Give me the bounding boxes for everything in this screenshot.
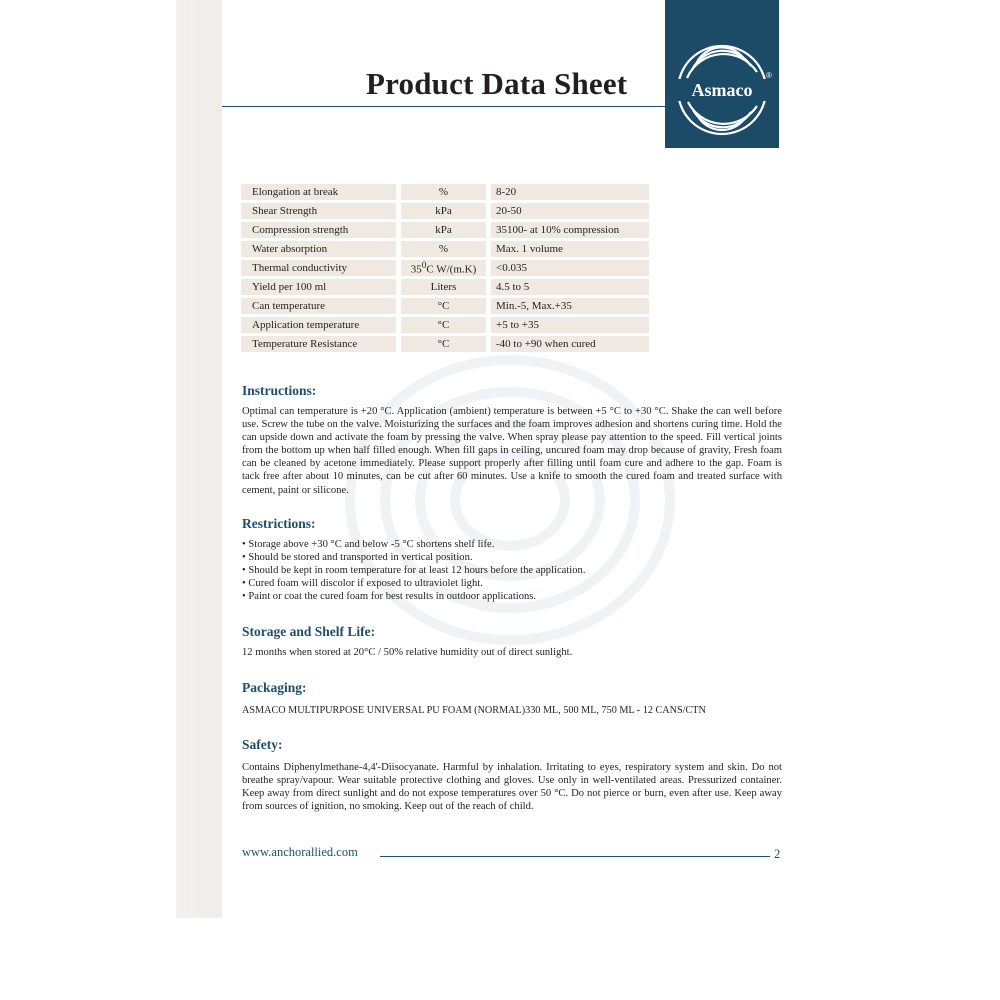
list-item: • Paint or coat the cured foam for best results in outdoor applications.: [242, 590, 782, 603]
safety-text: Contains Diphenylmethane-4,4'-Diisocyanate. Harmful by inhalation. Irritating to eyes, respiratory system and skin. Do not breathe spray/vapour. Wear suitable protective clothing and gloves. Use only in well-ventilated areas. Pressurized container. Keep away from direct sunlight and do not expose temperatures over 50 °C. Do not pierce or burn, even after use. Keep away from sources of ignition, no smoking. Keep out of the reach of child.: [242, 762, 782, 813]
restrictions-list: [242, 538, 782, 603]
property-cell: Compression strength: [241, 222, 396, 238]
value-cell: +5 to +35: [491, 317, 649, 333]
restrictions-section: [242, 516, 782, 603]
table-row: [241, 336, 649, 352]
footer-website-link[interactable]: www.anchorallied.com: [242, 845, 358, 859]
value-cell: 35100- at 10% compression: [491, 222, 649, 238]
unit-prefix: 35: [410, 263, 422, 276]
value-cell: 8-20: [491, 184, 649, 200]
specs-table: [241, 181, 649, 355]
logo-wordmark: Asmaco: [691, 80, 753, 100]
page-edge-shadow: [176, 0, 222, 918]
packaging-heading: Packaging:: [242, 680, 307, 695]
unit-cell: °C: [401, 336, 486, 352]
safety-heading: Safety:: [242, 737, 283, 752]
unit-cell: Liters: [401, 279, 486, 295]
table-row: [241, 222, 649, 238]
list-item: • Storage above +30 °C and below -5 °C shortens shelf life.: [242, 538, 782, 551]
property-cell: Can temperature: [241, 298, 396, 314]
instructions-section: [242, 383, 782, 497]
title-divider: [222, 106, 666, 107]
unit-cell: %: [401, 241, 486, 257]
instructions-heading: Instructions:: [242, 383, 317, 398]
value-cell: 20-50: [491, 203, 649, 219]
property-cell: Application temperature: [241, 317, 396, 333]
list-item: • Should be kept in room temperature for at least 12 hours before the application.: [242, 564, 782, 577]
unit-cell: [401, 260, 486, 276]
table-row: [241, 279, 649, 295]
value-cell: -40 to +90 when cured: [491, 336, 649, 352]
table-row: [241, 298, 649, 314]
unit-cell: kPa: [401, 222, 486, 238]
table-row: [241, 317, 649, 333]
list-item: • Cured foam will discolor if exposed to ultraviolet light.: [242, 577, 782, 590]
unit-superscript: 0: [421, 260, 427, 271]
storage-section: [242, 624, 782, 659]
table-row: [241, 203, 649, 219]
instructions-text: Optimal can temperature is +20 °C. Application (ambient) temperature is between +5 °C to +30 °C. Shake the can well before use. Screw the tube on the valve. Moisturizing the surfaces and the foam improves adhesion and shortens curing time. Hold the can upside down and activate the foam by pressing the valve. When spray please pay attention to the speed. Fill vertical joints from the bottom up when half filled enough. When fill gaps in ceiling, uncured foam may drop because of gravity, Fresh foam can be cleaned by acetone immediately. Please support properly after filling until foam cure and adhere to the gap. Foam is tack free after about 10 minutes, can be cut after 60 minutes. Use a knife to smooth the cured foam and treated surface with cement, paint or silicone.: [242, 406, 782, 496]
unit-text: C W/(m.K): [426, 263, 477, 276]
page-number: 2: [774, 847, 781, 861]
storage-text: 12 months when stored at 20°C / 50% relative humidity out of direct sunlight.: [242, 647, 573, 658]
safety-section: [242, 737, 782, 813]
unit-cell: %: [401, 184, 486, 200]
footer-divider: [380, 856, 770, 857]
restrictions-heading: Restrictions:: [242, 516, 316, 531]
list-item: • Should be stored and transported in vertical position.: [242, 551, 782, 564]
value-cell: Max. 1 volume: [491, 241, 649, 257]
property-cell: Elongation at break: [241, 184, 396, 200]
property-cell: Water absorption: [241, 241, 396, 257]
svg-text:®: ®: [766, 71, 772, 80]
table-row: [241, 260, 649, 276]
table-row: [241, 184, 649, 200]
storage-heading: Storage and Shelf Life:: [242, 624, 376, 639]
value-cell: 4.5 to 5: [491, 279, 649, 295]
unit-cell: °C: [401, 298, 486, 314]
unit-cell: kPa: [401, 203, 486, 219]
brand-logo: [665, 0, 779, 148]
property-cell: Yield per 100 ml: [241, 279, 396, 295]
page-title: Product Data Sheet: [366, 66, 628, 101]
packaging-section: [242, 680, 782, 717]
property-cell: Shear Strength: [241, 203, 396, 219]
value-cell: Min.-5, Max.+35: [491, 298, 649, 314]
packaging-text: ASMACO MULTIPURPOSE UNIVERSAL PU FOAM (NORMAL)330 ML, 500 ML, 750 ML - 12 CANS/CTN: [242, 705, 706, 716]
property-cell: Thermal conductivity: [241, 260, 396, 276]
asmaco-logo-icon: [665, 0, 779, 148]
property-cell: Temperature Resistance: [241, 336, 396, 352]
unit-cell: °C: [401, 317, 486, 333]
value-cell: <0.035: [491, 260, 649, 276]
table-row: [241, 241, 649, 257]
